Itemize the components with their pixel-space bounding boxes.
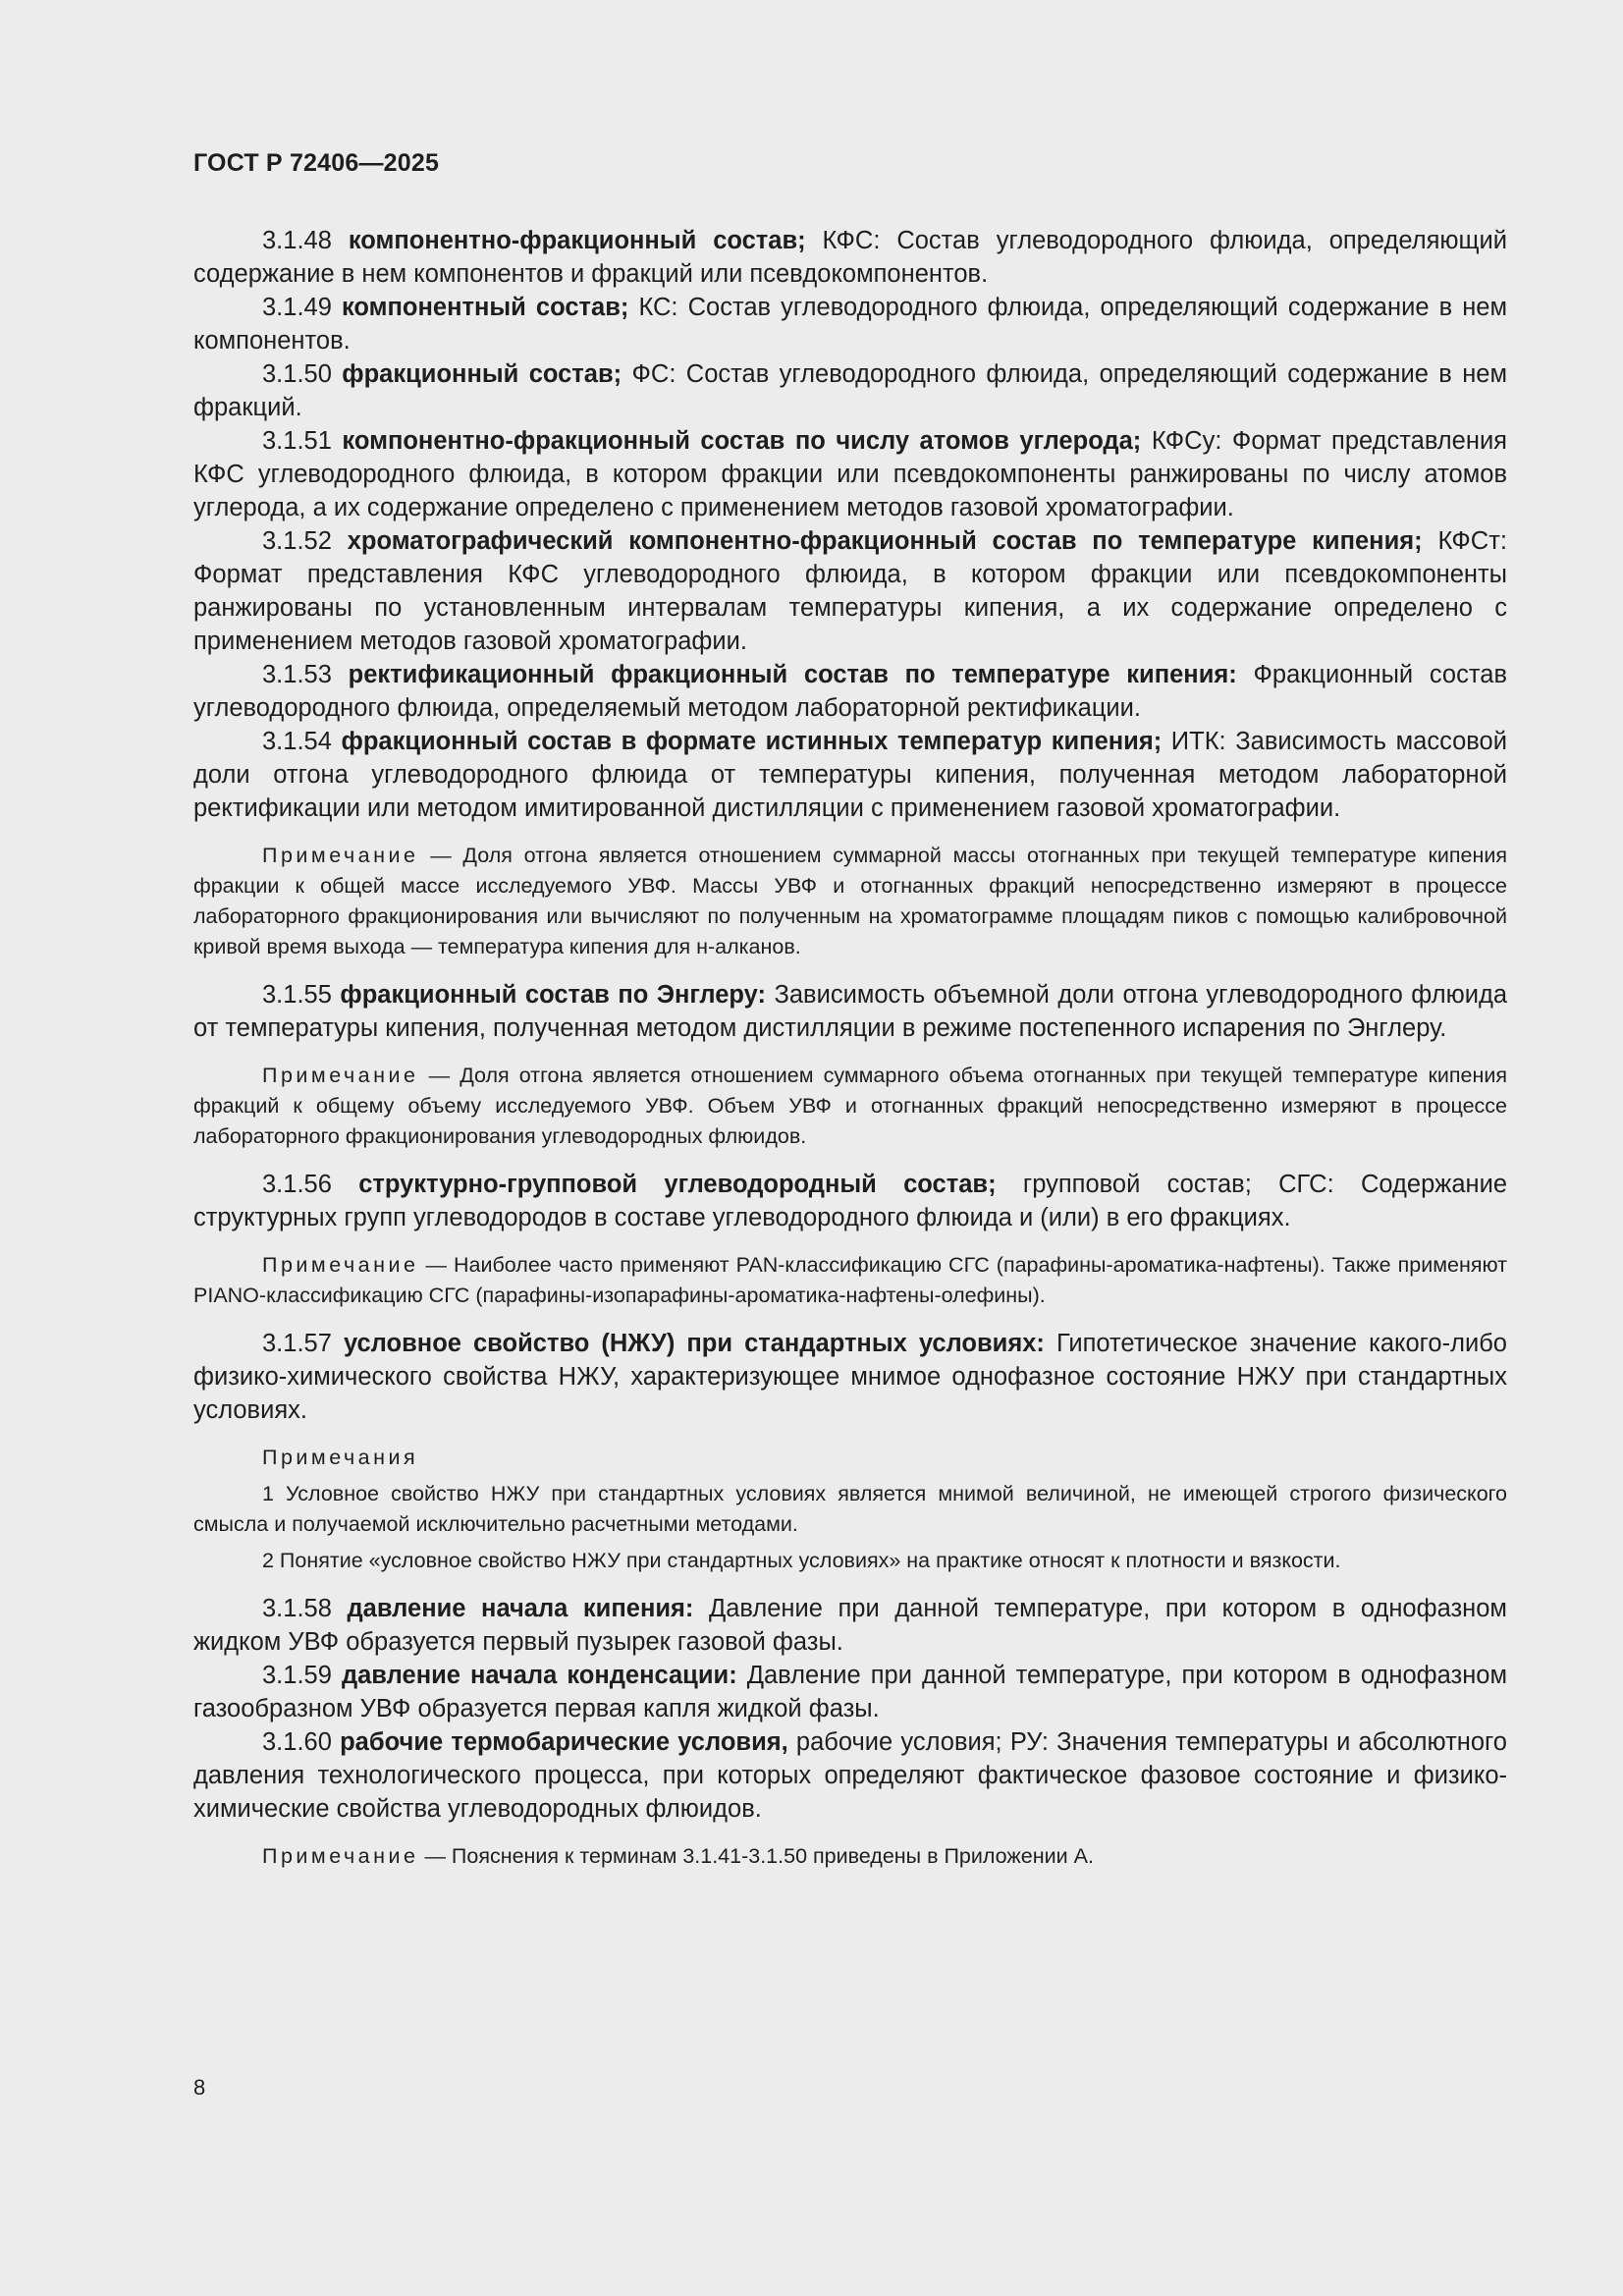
page-content	[193, 224, 1507, 1887]
notes-block	[193, 1443, 1507, 1576]
term-definition: Давление при данной температуре, при котором в однофазном жидком УВФ образуется первый пузырек газовой фазы.	[193, 1595, 1507, 1656]
note-text: — Доля отгона является отношением суммарной массы отогнанных при текущей температуре кипения фракции к общей массе исследуемого УВФ. Массы УВФ и отогнанных фракций непосредственно измеряют в процессе лабораторного фракционирования или вычисляют по полученным на хроматограмме площадям пиков с помощью калибровочной кривой время выхода — температура кипения для н-алканов.	[193, 844, 1507, 958]
note-item: 1 Условное свойство НЖУ при стандартных условиях является мнимой величиной, не имеющей строгого физического смысла и получаемой исключительно расчетными методами.	[193, 1482, 1507, 1536]
note-text: — Наиболее часто применяют PAN-классификацию СГС (парафины-ароматика-нафтены). Также применяют PIANO-классификацию СГС (парафины-изопарафины-ароматика-нафтены-олефины).	[193, 1253, 1507, 1307]
note-label: Примечание	[262, 1064, 419, 1087]
term-entry	[193, 1327, 1507, 1427]
notes-label: Примечания	[262, 1446, 419, 1469]
term-definition: ИТК: Зависимость массовой доли отгона углеводородного флюида от температуры кипения, полученная методом лабораторной ректификации или методом имитированной дистилляции с применением газовой хроматографии.	[193, 728, 1507, 822]
term-entry	[193, 357, 1507, 424]
term-entry	[193, 291, 1507, 357]
term-name: давление начала кипения:	[347, 1595, 694, 1622]
page-number: 8	[193, 2075, 206, 2100]
term-entry	[193, 1659, 1507, 1725]
note	[193, 1841, 1507, 1872]
term-definition: КФСт: Формат представления КФС углеводородного флюида, в котором фракции или псевдокомпоненты ранжированы по установленным интервалам температуры кипения, а их содержание определено с применением методов газовой хроматографии.	[193, 527, 1507, 655]
term-number: 3.1.49	[262, 294, 332, 321]
term-number: 3.1.50	[262, 360, 332, 388]
note-item: 2 Понятие «условное свойство НЖУ при стандартных условиях» на практике относят к плотности и вязкости.	[262, 1549, 1341, 1572]
note	[193, 1061, 1507, 1152]
term-name: давление начала конденсации:	[341, 1662, 737, 1689]
term-number: 3.1.55	[262, 981, 332, 1009]
term-definition: Фракционный состав углеводородного флюида, определяемый методом лабораторной ректификации.	[193, 661, 1507, 722]
term-entry	[193, 1168, 1507, 1234]
note-text: — Доля отгона является отношением суммарного объема отогнанных при текущей температуре кипения фракций к общему объему исследуемого УВФ. Объем УВФ и отогнанных фракций непосредственно измеряют в процессе лабораторного фракционирования углеводородных флюидов.	[193, 1064, 1507, 1148]
term-entry	[193, 725, 1507, 825]
term-definition: Зависимость объемной доли отгона углеводородного флюида от температуры кипения, полученная методом дистилляции в режиме постепенного испарения по Энглеру.	[193, 981, 1508, 1042]
term-number: 3.1.51	[262, 427, 332, 455]
note-block	[193, 1841, 1507, 1872]
term-number: 3.1.48	[262, 227, 332, 254]
note-label: Примечание	[262, 844, 419, 867]
term-number: 3.1.53	[262, 661, 332, 688]
term-entry	[193, 424, 1507, 524]
term-number: 3.1.56	[262, 1171, 332, 1198]
term-definition: Давление при данной температуре, при котором в однофазном газообразном УВФ образуется первая капля жидкой фазы.	[193, 1662, 1507, 1722]
note-text: — Пояснения к терминам 3.1.41-3.1.50 приведены в Приложении А.	[424, 1844, 1094, 1868]
term-name: компонентный состав;	[342, 294, 629, 321]
term-entry	[193, 224, 1507, 291]
term-definition: групповой состав; СГС: Содержание структурных групп углеводородов в составе углеводородного флюида и (или) в его фракциях.	[193, 1171, 1508, 1231]
term-number: 3.1.57	[262, 1330, 332, 1357]
term-number: 3.1.58	[262, 1595, 332, 1622]
term-definition: КФСу: Формат представления КФС углеводородного флюида, в котором фракции или псевдокомпоненты ранжированы по числу атомов углерода, а их содержание определено с применением методов газовой хроматографии.	[193, 427, 1507, 521]
note-block	[193, 841, 1507, 962]
note	[193, 841, 1507, 962]
note-block	[193, 1250, 1507, 1311]
term-name: хроматографический компонентно-фракционный состав по температуре кипения;	[347, 527, 1423, 555]
term-definition: ФС: Состав углеводородного флюида, определяющий содержание в нем фракций.	[193, 360, 1507, 421]
term-number: 3.1.59	[262, 1662, 332, 1689]
term-name: компонентно-фракционный состав;	[348, 227, 806, 254]
term-entry	[193, 658, 1507, 725]
term-entry	[193, 1725, 1507, 1826]
term-name: структурно-групповой углеводородный состав;	[358, 1171, 997, 1198]
term-definition: Гипотетическое значение какого-либо физико-химического свойства НЖУ, характеризующее мнимое однофазное состояние НЖУ при стандартных условиях.	[193, 1330, 1507, 1424]
term-name: рабочие термобарические условия,	[340, 1728, 788, 1756]
term-name: фракционный состав;	[342, 360, 622, 388]
note	[193, 1250, 1507, 1311]
term-number: 3.1.52	[262, 527, 332, 555]
term-name: компонентно-фракционный состав по числу атомов углерода;	[342, 427, 1142, 455]
term-name: фракционный состав по Энглеру:	[340, 981, 766, 1009]
note-label: Примечание	[262, 1844, 419, 1868]
term-definition: КФС: Состав углеводородного флюида, определяющий содержание в нем компонентов и фракций или псевдокомпонентов.	[193, 227, 1507, 288]
term-name: фракционный состав в формате истинных температур кипения;	[341, 728, 1163, 755]
term-number: 3.1.54	[262, 728, 332, 755]
term-entry	[193, 524, 1507, 658]
note-label: Примечание	[262, 1253, 419, 1277]
term-entry	[193, 978, 1507, 1045]
note-block	[193, 1061, 1507, 1152]
term-name: условное свойство (НЖУ) при стандартных условиях:	[343, 1330, 1045, 1357]
standard-header: ГОСТ Р 72406—2025	[193, 149, 440, 177]
term-definition: рабочие условия; РУ: Значения температуры и абсолютного давления технологического процесса, при которых определяют фактическое фазовое состояние и физико-химические свойства углеводородных флюидов.	[193, 1728, 1507, 1823]
term-definition: КС: Состав углеводородного флюида, определяющий содержание в нем компонентов.	[193, 294, 1507, 355]
term-entry	[193, 1592, 1507, 1659]
term-name: ректификационный фракционный состав по температуре кипения:	[348, 661, 1237, 688]
term-number: 3.1.60	[262, 1728, 332, 1756]
